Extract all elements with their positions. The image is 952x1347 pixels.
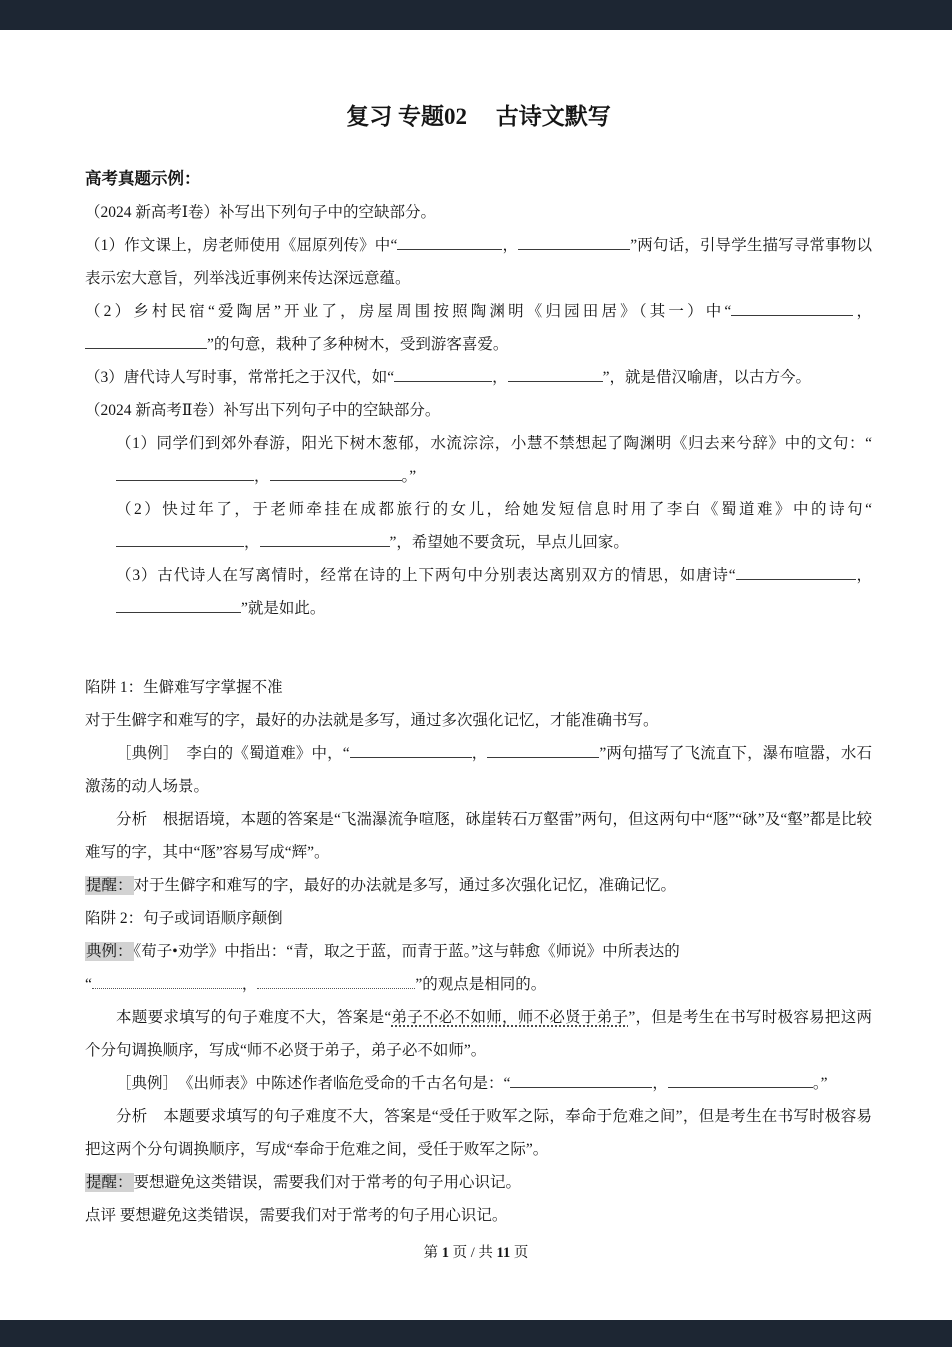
text-run: ”，但是考生在书写时极容易把这两个分句调换顺序，写成“师不必贤于弟子，弟子必不如师”。 [85,1009,872,1059]
text-run: ”的句意，栽种了多种树木，受到游客喜爱。 [207,336,509,353]
section-heading [85,162,872,196]
text-run: 对于生僻字和难写的字，最好的办法就是多写，通过多次强化记忆，才能准确书写。 [85,712,659,729]
text-run: ”，就是借汉喻唐，以古方今。 [602,369,812,386]
text-run: ， [855,567,872,584]
text-run: （2）乡村民宿“爱陶居”开业了，房屋周围按照陶渊明《归园田居》（其一）中“ [85,303,732,320]
pitfall-heading [85,671,872,704]
quote-blank-line [85,968,872,1001]
text-run: 11 [496,1245,511,1261]
answer-blank [668,1075,813,1088]
text-run: 页 [510,1245,529,1261]
page-footer [0,1242,952,1264]
bottom-border-bar [0,1320,952,1347]
text-run: 。” [812,1075,828,1092]
text-run: （2）快过年了，于老师牵挂在成都旅行的女儿，给她发短信息时用了李白《蜀道难》中的诗句“ [116,501,872,518]
text-run: （3）古代诗人在写离情时，经常在诗的上下两句中分别表达离别双方的情思，如唐诗“ [116,567,736,584]
question-item [85,295,872,361]
example-item [85,1067,872,1100]
text-run: ”两句描写了飞流直下，瀑布喧嚣，水石激荡的动人场景。 [85,745,872,795]
underlined-answer: 弟子不必不如师，师不必贤于弟子 [391,1009,629,1026]
text-run: 对于生僻字和难写的字，最好的办法就是多写，通过多次强化记忆，准确记忆。 [133,877,677,894]
answer-blank [270,468,402,481]
answer-blank [116,600,241,613]
text-run: 陷阱 1：生僻难写字掌握不准 [85,679,283,696]
text-run: 第 [423,1245,442,1261]
answer-blank [397,237,502,250]
highlight-label: 典例： [86,943,133,960]
question-item [85,493,872,559]
text-run: ［典例］ 《出师表》中陈述作者临危受命的千古名句是：“ [116,1075,511,1092]
text-run: ”，希望她不要贪玩，早点儿回家。 [389,534,629,551]
text-run: 点评 要想避免这类错误，需要我们对于常考的句子用心识记。 [85,1207,508,1224]
text-run: ， [492,369,508,386]
text-run: 分析 本题要求填写的句子难度不大，答案是“受任于败军之际，奉命于危难之间”，但是考生在书写时极容易把这两个分句调换顺序，写成“奉命于危难之间，受任于败军之际”。 [85,1108,872,1158]
text-run: ”的观点是相同的。 [415,976,547,993]
example-item [85,935,872,968]
text-run: ， [254,468,270,485]
text-run: 页 / 共 [449,1245,497,1261]
text-run: ， [853,303,872,320]
answer-blank [394,369,492,382]
text-run: ［典例］ 李白的《蜀道难》中，“ [116,745,350,762]
text-run: ， [244,534,260,551]
analysis-paragraph [85,1100,872,1166]
answer-blank [731,303,853,316]
text-run: （2024 新高考Ⅱ卷）补写出下列句子中的空缺部分。 [85,402,441,419]
top-border-bar [0,0,952,30]
text-run: “ [85,976,92,993]
highlight-label: 提醒： [86,877,133,894]
answer-blank [487,745,599,758]
example-item [85,737,872,803]
text-run: （1）作文课上，房老师使用《屈原列传》中“ [85,237,398,254]
text-run: ， [471,745,488,762]
question-item [85,361,872,394]
highlight-label: 提醒： [86,1174,133,1191]
answer-blank [350,745,472,758]
text-run: （3）唐代诗人写时事，常常托之于汉代，如“ [85,369,395,386]
document-page [85,30,872,1232]
text-run: 分析 根据语境，本题的答案是“飞湍瀑流争喧豗，砯崖转石万壑雷”两句，但这两句中“豗”“砯”及“壑”都是比较难写的字，其中“豗”容易写成“辉”。 [85,811,872,861]
analysis-paragraph [85,1001,872,1067]
text-run: ， [652,1075,668,1092]
text-run: 高考真题示例： [85,169,201,188]
text-run: ， [241,976,258,993]
reminder-paragraph [85,869,872,902]
exam-source-line [85,394,872,427]
answer-blank [736,567,856,580]
text-run: 1 [441,1245,449,1261]
answer-blank [85,336,207,349]
text-run: 要想避免这类错误，需要我们对于常考的句子用心识记。 [133,1174,522,1191]
question-item [85,427,872,493]
text-run: ”两句话，引导学生描写寻常事物以表示宏大意旨，列举浅近事例来传达深远意蕴。 [85,237,872,287]
dotted-answer-blank [92,976,242,989]
answer-blank [116,534,244,547]
analysis-paragraph [85,803,872,869]
text-run: 本题要求填写的句子难度不大，答案是“ [116,1009,392,1026]
text-run: ”就是如此。 [241,600,326,617]
answer-blank [508,369,603,382]
text-run: 陷阱 2：句子或词语顺序颠倒 [85,910,283,927]
text-run: 。” [401,468,417,485]
text-run: （2024 新高考Ⅰ卷）补写出下列句子中的空缺部分。 [85,204,436,221]
advice-paragraph [85,704,872,737]
text-run: （1）同学们到郊外春游，阳光下树木葱郁，水流淙淙，小慧不禁想起了陶渊明《归去来兮辞》中的文句：“ [116,435,872,452]
comment-paragraph [85,1199,872,1232]
text-run: 《荀子•劝学》中指出：“青，取之于蓝，而青于蓝。”这与韩愈《师说》中所表达的 [133,943,680,960]
text-run: ， [502,237,519,254]
answer-blank [260,534,390,547]
question-item [85,229,872,295]
pitfall-heading [85,902,872,935]
answer-blank [518,237,630,250]
exam-source-line [85,196,872,229]
document-title: 复习 专题02 古诗文默写 [346,104,611,129]
document-body [85,162,872,1232]
answer-blank [116,468,254,481]
question-item [85,559,872,625]
answer-blank [510,1075,652,1088]
reminder-paragraph [85,1166,872,1199]
dotted-answer-blank [257,976,415,989]
